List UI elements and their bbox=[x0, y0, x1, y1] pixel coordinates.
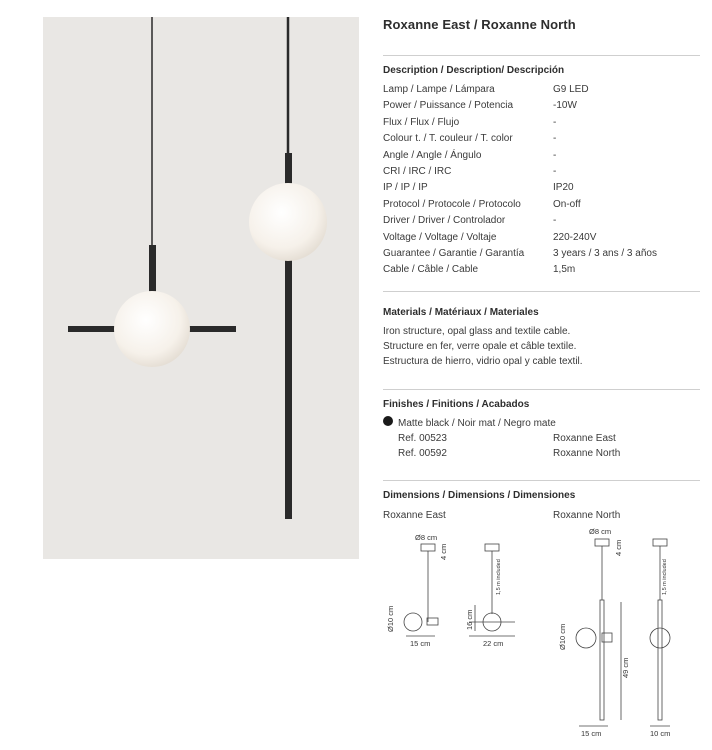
product-title: Roxanne East / Roxanne North bbox=[383, 17, 576, 32]
spec-label: Cable / Câble / Cable bbox=[383, 264, 479, 276]
east-front-globe bbox=[404, 613, 422, 631]
spec-label: Angle / Angle / Ángulo bbox=[383, 149, 482, 161]
north-globe bbox=[249, 183, 327, 261]
divider bbox=[383, 291, 700, 292]
east-side-width: 22 cm bbox=[483, 639, 504, 648]
north-cable-length: 1,5 m included bbox=[662, 559, 668, 595]
north-canopy-height: 4 cm bbox=[614, 539, 623, 556]
spec-value: -10W bbox=[553, 100, 577, 112]
east-globe bbox=[114, 291, 190, 367]
spec-row bbox=[383, 248, 700, 264]
east-canopy-diameter: Ø8 cm bbox=[415, 533, 438, 542]
spec-row bbox=[383, 117, 700, 133]
spec-value: - bbox=[553, 166, 557, 177]
spec-value: - bbox=[553, 215, 557, 227]
spec-value: G9 LED bbox=[553, 84, 589, 95]
east-cable-length: 1,5 m included bbox=[496, 559, 502, 595]
spec-value: - bbox=[553, 149, 557, 161]
north-canopy-diameter: Ø8 cm bbox=[589, 527, 612, 536]
spec-value: 220-240V bbox=[553, 231, 597, 243]
spec-row bbox=[383, 182, 700, 198]
spec-label: Protocol / Protocole / Protocolo bbox=[383, 198, 521, 210]
spec-row bbox=[383, 166, 700, 182]
spec-label: IP / IP / IP bbox=[383, 182, 428, 194]
spec-row bbox=[383, 215, 700, 231]
finish-swatch-icon bbox=[383, 416, 393, 426]
dimension-drawings bbox=[383, 520, 700, 745]
product-photo bbox=[43, 17, 359, 559]
ref-name: Roxanne North bbox=[553, 448, 621, 459]
spec-label: Lamp / Lampe / Lámpara bbox=[383, 84, 495, 95]
spec-row bbox=[383, 84, 700, 100]
dimensions-heading: Dimensions / Dimensions / Dimensiones bbox=[383, 490, 576, 501]
east-canopy-shape bbox=[421, 544, 435, 551]
finishes-heading: Finishes / Finitions / Acabados bbox=[383, 399, 530, 410]
materials-line: Structure en fer, verre opale et câble textile. bbox=[383, 341, 577, 352]
ref-code: Ref. 00523 bbox=[398, 433, 447, 444]
materials-line: Estructura de hierro, vidrio opal y cable textil. bbox=[383, 356, 583, 367]
divider bbox=[383, 480, 700, 481]
east-front-width: 15 cm bbox=[410, 639, 431, 648]
spec-row bbox=[383, 264, 700, 280]
spec-value: - bbox=[553, 133, 557, 145]
spec-row bbox=[383, 133, 700, 149]
lamp-illustration bbox=[43, 17, 359, 559]
materials-line: Iron structure, opal glass and textile cable. bbox=[383, 326, 571, 337]
north-height: 49 cm bbox=[621, 657, 630, 678]
spec-row bbox=[383, 232, 700, 248]
east-canopy-height: 4 cm bbox=[439, 543, 448, 560]
spec-value: 1,5m bbox=[553, 264, 576, 276]
finish-label: Matte black / Noir mat / Negro mate bbox=[398, 418, 556, 429]
spec-label: Voltage / Voltage / Voltaje bbox=[383, 231, 497, 243]
east-globe-diameter: Ø10 cm bbox=[386, 605, 395, 632]
spec-row bbox=[383, 150, 700, 166]
spec-row bbox=[383, 100, 700, 116]
north-dimensions-title: Roxanne North bbox=[553, 510, 621, 521]
ref-code: Ref. 00592 bbox=[398, 448, 447, 459]
spec-value: - bbox=[553, 116, 557, 128]
spec-value: 3 years / 3 ans / 3 años bbox=[553, 248, 657, 259]
spec-label: Colour t. / T. couleur / T. color bbox=[383, 133, 513, 145]
east-height: 16 cm bbox=[465, 609, 474, 630]
spec-label: Power / Puissance / Potencia bbox=[383, 100, 514, 112]
spec-value: IP20 bbox=[553, 182, 574, 194]
description-heading: Description / Description/ Descripción bbox=[383, 65, 565, 76]
divider bbox=[383, 389, 700, 390]
spec-label: CRI / IRC / IRC bbox=[383, 166, 452, 177]
ref-name: Roxanne East bbox=[553, 433, 616, 444]
north-side-width: 10 cm bbox=[650, 729, 671, 738]
divider bbox=[383, 55, 700, 56]
north-front-width: 15 cm bbox=[581, 729, 602, 738]
spec-value: On-off bbox=[553, 198, 581, 210]
spec-label: Flux / Flux / Flujo bbox=[383, 116, 460, 128]
east-dimensions-title: Roxanne East bbox=[383, 510, 446, 521]
north-globe-diameter: Ø10 cm bbox=[558, 623, 567, 650]
materials-heading: Materials / Matériaux / Materiales bbox=[383, 307, 539, 318]
spec-label: Driver / Driver / Controlador bbox=[383, 215, 506, 227]
spec-label: Guarantee / Garantie / Garantía bbox=[383, 248, 525, 259]
spec-row bbox=[383, 199, 700, 215]
